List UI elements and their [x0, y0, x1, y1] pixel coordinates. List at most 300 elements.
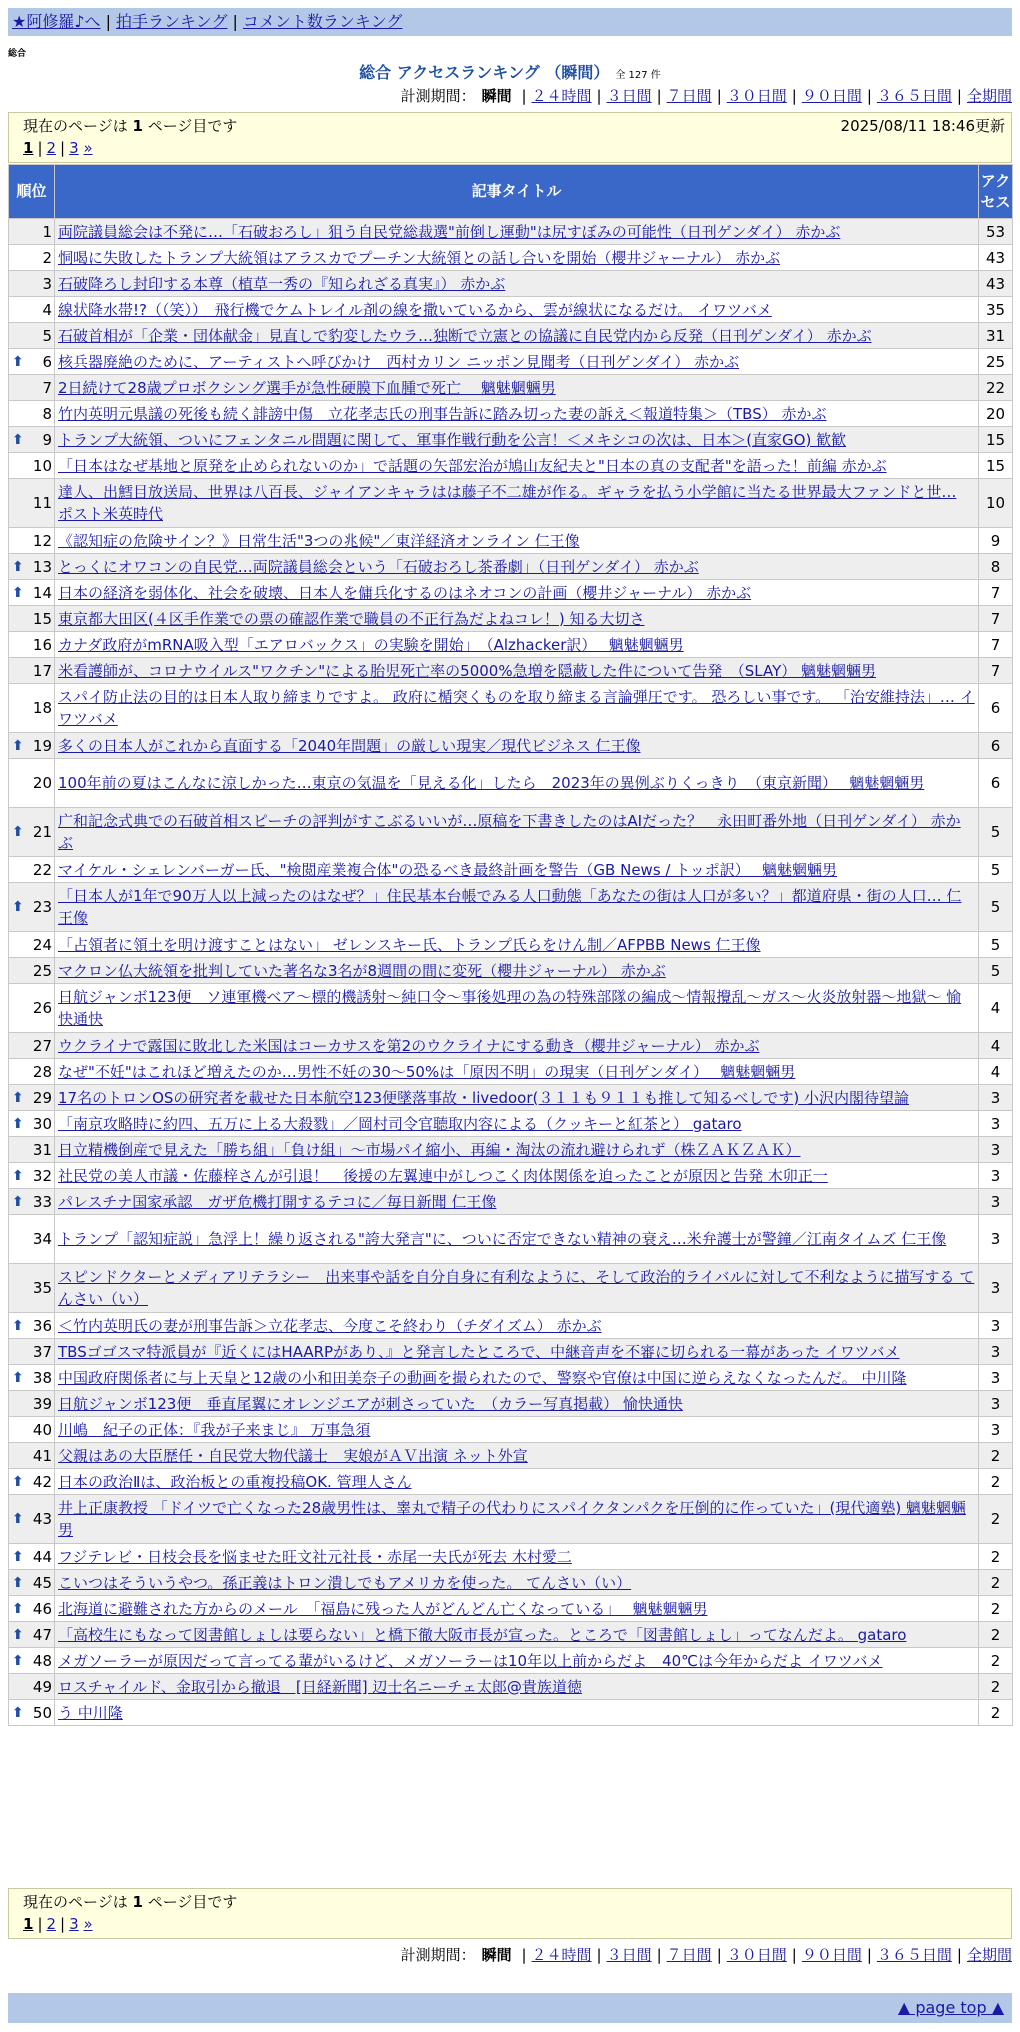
page-link[interactable]: 3: [69, 1915, 79, 1933]
comment-ranking-link[interactable]: コメント数ランキング: [242, 12, 403, 31]
article-title-link[interactable]: 「占領者に領土を明け渡すことはない」 ゼレンスキー氏、トランプ氏らをけん制／AFPBB News 仁王像: [58, 935, 761, 954]
current-page-number: 1: [132, 1893, 143, 1911]
article-title-link[interactable]: 日本の経済を弱体化、社会を破壊、日本人を傭兵化するのはネオコンの計画（櫻井ジャーナル） 赤かぶ: [58, 583, 752, 602]
period-option-link[interactable]: ３日間: [606, 87, 652, 105]
table-row: [9, 1700, 1013, 1726]
rank-number: 43: [32, 1510, 52, 1528]
title-cell: [55, 1264, 979, 1313]
title-cell: [55, 759, 979, 808]
period-option-link[interactable]: ３６５日間: [876, 87, 952, 105]
title-cell: [55, 632, 979, 658]
up-arrow-icon: ⬆: [12, 1511, 24, 1527]
period-selector-top: [401, 85, 1012, 107]
title-cell: [55, 554, 979, 580]
rank-cell: [9, 1648, 55, 1674]
access-count: 4: [979, 984, 1013, 1033]
title-cell: [55, 1111, 979, 1137]
access-count: 2: [979, 1700, 1013, 1726]
rank-number: 2: [42, 248, 52, 267]
access-count: 7: [979, 632, 1013, 658]
table-row: [9, 759, 1013, 808]
article-title-link[interactable]: ＜竹内英明氏の妻が刑事告訴＞立花孝志、今度こそ終わり（チダイズム） 赤かぶ: [58, 1316, 602, 1335]
home-link[interactable]: ★阿修羅♪へ: [12, 12, 101, 31]
title-cell: [55, 1622, 979, 1648]
period-separator: |: [656, 1946, 662, 1964]
article-title-link[interactable]: 川嶋 紀子の正体：『我が子来まじ』 万事急須: [58, 1420, 371, 1439]
rank-number: 36: [32, 1316, 52, 1335]
article-title-link[interactable]: 中国政府関係者に与上天皇と12歳の小和田美奈子の動画を撮られたので、警察や官僚は中国に逆らえなくなったんだ。 中川隆: [58, 1368, 907, 1387]
access-count: 22: [979, 375, 1013, 401]
category-label: 総合: [8, 49, 27, 59]
table-row: [9, 245, 1013, 271]
pager-bottom: [8, 1888, 1012, 1939]
table-row: [9, 808, 1013, 857]
rank-number: 23: [32, 898, 52, 916]
table-row: [9, 1622, 1013, 1648]
rank-number: 13: [32, 557, 52, 576]
table-row: [9, 1495, 1013, 1544]
article-title-link[interactable]: 石破首相が「企業・団体献金」見直しで豹変したウラ…独断で立憲との協議に自民党内から反発（日刊ゲンダイ） 赤かぶ: [58, 326, 872, 345]
article-title-link[interactable]: ウクライナで露国に敗北した米国はコーカサスを第2のウクライナにする動き（櫻井ジャーナル） 赤かぶ: [58, 1036, 760, 1055]
rank-number: 26: [32, 999, 52, 1017]
title-block: [0, 60, 1020, 83]
access-count: 5: [979, 932, 1013, 958]
table-row: [9, 658, 1013, 684]
table-row: [9, 1544, 1013, 1570]
up-arrow-icon: ⬆: [12, 1600, 24, 1617]
rank-number: 32: [32, 1166, 52, 1185]
table-row: [9, 1085, 1013, 1111]
article-title-link[interactable]: 广和記念式典での石破首相スピーチの評判がすこぶるいいが…原稿を下書きしたのはAIだった？ 永田町番外地（日刊ゲンダイ） 赤かぶ: [58, 812, 961, 852]
rank-cell: [9, 684, 55, 733]
rank-cell: [9, 857, 55, 883]
rank-number: 20: [32, 774, 52, 792]
title-cell: [55, 528, 979, 554]
title-cell: [55, 1085, 979, 1111]
table-row: [9, 1391, 1013, 1417]
period-option-link[interactable]: ３０日間: [726, 87, 787, 105]
access-count: 6: [979, 684, 1013, 733]
current-page-number: 1: [132, 117, 143, 135]
rank-number: 46: [32, 1599, 52, 1618]
page-link[interactable]: 2: [46, 139, 57, 157]
rank-number: 22: [32, 860, 52, 879]
up-arrow-icon: ⬆: [12, 1089, 24, 1106]
rank-number: 49: [32, 1677, 52, 1696]
access-count: 2: [979, 1622, 1013, 1648]
title-cell: [55, 733, 979, 759]
current-page-prefix: 現在のページは: [23, 1893, 133, 1911]
article-title-link[interactable]: 日航ジャンボ123便 ソ連軍機ベア～標的機誘射～純口令～事後処理の為の特殊部隊の編成～情報攪乱～ガス～火炎放射器～地獄～ 愉快通快: [58, 988, 962, 1028]
table-row: [9, 1059, 1013, 1085]
next-page-link[interactable]: »: [83, 1915, 93, 1933]
period-option-link[interactable]: ９０日間: [801, 87, 862, 105]
title-cell: [55, 984, 979, 1033]
article-title-link[interactable]: 恫喝に失敗したトランプ大統領はアラスカでプーチン大統領との話し合いを開始（櫻井ジャーナル） 赤かぶ: [58, 248, 781, 267]
page-separator: |: [60, 139, 66, 157]
article-title-link[interactable]: 東京都大田区(４区手作業での票の確認作業で職員の不正行為だよねコレ！) 知る大切さ: [58, 609, 645, 628]
rank-number: 44: [32, 1547, 52, 1566]
period-separator: |: [716, 1946, 722, 1964]
current-page-suffix: ページ目です: [142, 1893, 238, 1911]
title-cell: [55, 684, 979, 733]
page-title: [359, 63, 661, 82]
table-row: [9, 479, 1013, 528]
title-cell: [55, 932, 979, 958]
rank-number: 33: [32, 1192, 52, 1211]
period-separator: |: [596, 1946, 602, 1964]
article-title-link[interactable]: 多くの日本人がこれから直面する「2040年問題」の厳しい現実／現代ビジネス 仁王像: [58, 736, 641, 755]
article-title-link[interactable]: トランプ大統領、ついにフェンタニル問題に関して、軍事作戦行動を公言！＜メキシコの次は、日本＞(直家GO) 歓歓: [58, 430, 847, 449]
access-count: 35: [979, 297, 1013, 323]
access-count: 3: [979, 1215, 1013, 1264]
period-option-link[interactable]: 全期間: [966, 87, 1012, 105]
up-arrow-icon: ⬆: [12, 1626, 24, 1643]
rank-number: 42: [32, 1472, 52, 1491]
period-separator: |: [521, 1946, 527, 1964]
period-separator: |: [866, 87, 872, 105]
top-nav-bar: [8, 8, 1012, 36]
rank-cell: [9, 1339, 55, 1365]
rank-cell: [9, 349, 55, 375]
access-count: 3: [979, 1163, 1013, 1189]
rank-cell: [9, 1674, 55, 1700]
rank-number: 37: [32, 1342, 52, 1361]
rank-cell: [9, 984, 55, 1033]
rank-number: 17: [32, 661, 52, 680]
access-count: 2: [979, 1674, 1013, 1700]
rank-cell: [9, 1544, 55, 1570]
access-count: 4: [979, 1059, 1013, 1085]
rank-number: 6: [42, 352, 52, 371]
rank-cell: [9, 401, 55, 427]
period-option-link[interactable]: ２４時間: [531, 1946, 592, 1964]
rank-number: 16: [32, 635, 52, 654]
title-cell: [55, 375, 979, 401]
title-cell: [55, 1365, 979, 1391]
up-arrow-icon: ⬆: [12, 1167, 24, 1184]
up-arrow-icon: ⬆: [12, 824, 24, 840]
period-option-link[interactable]: ７日間: [666, 1946, 712, 1964]
up-arrow-icon: ⬆: [12, 353, 24, 370]
title-cell: [55, 427, 979, 453]
access-count: 43: [979, 271, 1013, 297]
up-arrow-icon: ⬆: [12, 1115, 24, 1132]
table-row: [9, 606, 1013, 632]
access-count: 7: [979, 658, 1013, 684]
article-title-link[interactable]: 「日本はなぜ基地と原発を止められないのか」で話題の矢部宏治が鳩山友紀夫と"日本の真の支配者"を語った！前編 赤かぶ: [58, 456, 887, 475]
period-option-link[interactable]: ９０日間: [801, 1946, 862, 1964]
rank-cell: [9, 1391, 55, 1417]
access-count: 5: [979, 883, 1013, 932]
rank-number: 34: [32, 1230, 52, 1248]
article-title-link[interactable]: 100年前の夏はこんなに涼しかった…東京の気温を「見える化」したら 2023年の異例ぶりくっきり （東京新聞） 魑魅魍魎男: [58, 774, 925, 792]
period-separator: |: [596, 87, 602, 105]
article-title-link[interactable]: スパイ防止法の目的は日本人取り締まりですよ。 政府に楯突くものを取り締まる言論弾圧です。 恐ろしい事です。 「治安維持法」… イワツバメ: [58, 688, 975, 728]
period-options: [516, 1946, 1012, 1964]
table-row: [9, 401, 1013, 427]
access-count: 2: [979, 1648, 1013, 1674]
article-title-link[interactable]: 17名のトロンOSの研究者を載せた日本航空123便墜落事故・livedoor(３１１も９１１も推して知るべしです) 小沢内閣待望論: [58, 1088, 910, 1107]
title-cell: [55, 857, 979, 883]
article-title-link[interactable]: 社民党の美人市議・佐藤梓さんが引退！ 後援の左翼連中がしつこく肉体関係を迫ったことが原因と告発 木卯正一: [58, 1166, 828, 1185]
access-count: 10: [979, 479, 1013, 528]
article-title-link[interactable]: 石破降ろし封印する本尊（植草一秀の『知られざる真実』） 赤かぶ: [58, 274, 506, 293]
article-title-link[interactable]: メガソーラーが原因だって言ってる輩がいるけど、メガソーラーは10年以上前からだよ 40℃は今年からだよ イワツバメ: [58, 1651, 883, 1670]
period-option-link[interactable]: ３０日間: [726, 1946, 787, 1964]
access-count: 3: [979, 1264, 1013, 1313]
table-row: [9, 1469, 1013, 1495]
article-title-link[interactable]: こいつはそういうやつ。孫正義はトロン潰しでもアメリカを使った。 てんさい（い）: [58, 1573, 632, 1592]
page-separator: |: [37, 1915, 43, 1933]
page-title-text: 総合 アクセスランキング （瞬間）: [359, 63, 610, 82]
title-cell: [55, 1495, 979, 1544]
page-link[interactable]: 3: [69, 139, 79, 157]
next-page-link[interactable]: »: [83, 139, 93, 157]
page-separator: |: [37, 139, 43, 157]
up-arrow-icon: ⬆: [12, 1193, 24, 1210]
page-top-link[interactable]: ▲ page top ▲: [897, 1998, 1004, 2017]
rank-cell: [9, 1163, 55, 1189]
title-cell: [55, 1417, 979, 1443]
rank-cell: [9, 453, 55, 479]
rank-number: 50: [32, 1703, 52, 1722]
rank-number: 38: [32, 1368, 52, 1387]
rank-cell: [9, 479, 55, 528]
rank-cell: [9, 245, 55, 271]
rank-number: 24: [32, 935, 52, 954]
rank-cell: [9, 1570, 55, 1596]
table-row: [9, 1648, 1013, 1674]
table-row: [9, 1215, 1013, 1264]
access-count: 2: [979, 1570, 1013, 1596]
title-cell: [55, 1313, 979, 1339]
rank-number: 21: [32, 823, 52, 841]
article-title-link[interactable]: TBSゴゴスマ特派員が『近くにはHAARPがあり、』と発言したところで、中継音声を不審に切られる一幕があった イワツバメ: [58, 1342, 900, 1361]
clap-ranking-link[interactable]: 拍手ランキング: [115, 12, 228, 31]
period-option-link[interactable]: 全期間: [966, 1946, 1012, 1964]
article-title-link[interactable]: マイケル・シェレンバーガー氏、"検閲産業複合体"の恐るべき最終計画を警告（GB News / トッポ訳） 魑魅魍魎男: [58, 860, 838, 879]
title-cell: [55, 1339, 979, 1365]
rank-number: 29: [32, 1088, 52, 1107]
access-count: 2: [979, 1596, 1013, 1622]
table-row: [9, 1365, 1013, 1391]
access-count: 3: [979, 1137, 1013, 1163]
table-row: [9, 883, 1013, 932]
rank-cell: [9, 554, 55, 580]
table-row: [9, 427, 1013, 453]
period-separator: |: [866, 1946, 872, 1964]
article-title-link[interactable]: 日本の政治Ⅱは、政治板との重複投稿OK. 管理人さん: [58, 1472, 412, 1491]
title-cell: [55, 883, 979, 932]
rank-cell: [9, 1215, 55, 1264]
total-count: 全 127 件: [615, 70, 661, 81]
period-label: 計測期間：: [400, 87, 476, 105]
table-row: [9, 1674, 1013, 1700]
table-row: [9, 1596, 1013, 1622]
title-cell: [55, 808, 979, 857]
nav-separator: |: [105, 12, 111, 31]
rank-cell: [9, 219, 55, 245]
rank-cell: [9, 932, 55, 958]
title-cell: [55, 349, 979, 375]
table-row: [9, 958, 1013, 984]
access-count: 6: [979, 733, 1013, 759]
article-title-link[interactable]: 核兵器廃絶のために、アーティストへ呼びかけ 西村カリン ニッポン見聞考（日刊ゲンダイ） 赤かぶ: [58, 352, 740, 371]
table-row: [9, 857, 1013, 883]
title-cell: [55, 219, 979, 245]
rank-number: 41: [32, 1446, 52, 1465]
table-row: [9, 632, 1013, 658]
table-row: [9, 271, 1013, 297]
article-title-link[interactable]: マクロン仏大統領を批判していた著名な3名が8週間の間に変死（櫻井ジャーナル） 赤かぶ: [58, 961, 666, 980]
up-arrow-icon: ⬆: [12, 584, 24, 601]
table-row: [9, 323, 1013, 349]
up-arrow-icon: ⬆: [12, 1704, 24, 1721]
period-separator: |: [521, 87, 527, 105]
access-count: 7: [979, 606, 1013, 632]
table-row: [9, 219, 1013, 245]
rank-cell: [9, 1469, 55, 1495]
period-options: [516, 87, 1012, 105]
article-title-link[interactable]: トランプ「認知症説」急浮上！繰り返される"誇大発言"に、ついに否定できない精神の衰え…米弁護士が警鐘／江南タイムズ 仁王像: [58, 1230, 947, 1248]
title-cell: [55, 1648, 979, 1674]
title-cell: [55, 1189, 979, 1215]
title-cell: [55, 1596, 979, 1622]
article-title-link[interactable]: 「南京攻略時に約四、五万に上る大殺戮」／岡村司令官聴取内容による（クッキーと紅茶と） gataro: [58, 1114, 742, 1133]
period-option-link[interactable]: ２４時間: [531, 87, 592, 105]
up-arrow-icon: ⬆: [12, 1548, 24, 1565]
table-row: [9, 1443, 1013, 1469]
rank-number: 15: [32, 609, 52, 628]
period-option-link[interactable]: ３６５日間: [876, 1946, 952, 1964]
rank-cell: [9, 1313, 55, 1339]
rank-cell: [9, 1085, 55, 1111]
rank-number: 4: [42, 300, 52, 319]
access-count: 2: [979, 1443, 1013, 1469]
rank-cell: [9, 1033, 55, 1059]
rank-number: 7: [42, 378, 52, 397]
article-title-link[interactable]: う 中川隆: [58, 1703, 123, 1722]
article-title-link[interactable]: 北海道に避難された方からのメール 「福島に残った人がどんどん亡くなっている」 魑魅魍魎男: [58, 1599, 708, 1618]
article-title-link[interactable]: 両院議員総会は不発に…「石破おろし」狙う自民党総裁選"前倒し運動"は尻すぼみの可能性（日刊ゲンダイ） 赤かぶ: [58, 222, 841, 241]
access-count: 3: [979, 1417, 1013, 1443]
period-selector-bottom: [401, 1944, 1012, 1966]
article-title-link[interactable]: ロスチャイルド、金取引から撤退 [日経新聞] 辺士名ニーチェ太郎@貴族道徳: [58, 1677, 582, 1696]
page-current: 1: [23, 139, 34, 157]
period-separator: |: [956, 87, 962, 105]
up-arrow-icon: ⬆: [12, 1652, 24, 1669]
rank-cell: [9, 1417, 55, 1443]
rank-number: 48: [32, 1651, 52, 1670]
access-count: 6: [979, 759, 1013, 808]
up-arrow-icon: ⬆: [12, 1574, 24, 1591]
rank-number: 18: [32, 699, 52, 717]
table-row: [9, 1313, 1013, 1339]
ranking-table: [8, 164, 1013, 1726]
access-count: 31: [979, 323, 1013, 349]
article-title-link[interactable]: 線状降水帯!?（（笑）） 飛行機でケムトレイル剤の線を撒いているから、雲が線状になるだけ。 イワツバメ: [58, 300, 772, 319]
article-title-link[interactable]: フジテレビ・日枝会長を悩ませた旺文社元社長・赤尾一夫氏が死去 木村愛二: [58, 1547, 572, 1566]
access-count: 15: [979, 453, 1013, 479]
period-separator: |: [791, 1946, 797, 1964]
table-row: [9, 375, 1013, 401]
article-title-link[interactable]: とっくにオワコンの自民党…両院議員総会という「石破おろし茶番劇」（日刊ゲンダイ） 赤かぶ: [58, 557, 699, 576]
table-row: [9, 580, 1013, 606]
title-cell: [55, 1570, 979, 1596]
title-cell: [55, 1137, 979, 1163]
access-count: 5: [979, 857, 1013, 883]
title-cell: [55, 453, 979, 479]
article-title-link[interactable]: 《認知症の危険サイン？》日常生活"3つの兆候"／東洋経済オンライン 仁王像: [58, 531, 580, 550]
bottom-bar: [8, 1993, 1012, 2023]
access-count: 2: [979, 1495, 1013, 1544]
title-cell: [55, 580, 979, 606]
updated-timestamp: 2025/08/11 18:46更新: [840, 117, 1005, 135]
table-row: [9, 453, 1013, 479]
access-count: 4: [979, 1033, 1013, 1059]
article-title-link[interactable]: なぜ"不妊"はこれほど増えたのか…男性不妊の30～50%は「原因不明」の現実（日刊ゲンダイ） 魑魅魍魎男: [58, 1062, 796, 1081]
article-title-link[interactable]: カナダ政府がmRNA吸入型「エアロバックス」の実験を開始」 （Alzhacker訳） 魑魅魍魎男: [58, 635, 684, 654]
period-option-link[interactable]: ３日間: [606, 1946, 652, 1964]
article-title-link[interactable]: 「高校生にもなって図書館しょしは要らない」と橋下徹大阪市長が宣った。ところで「図書館しょし」ってなんだよ。 gataro: [58, 1625, 907, 1644]
access-count: 9: [979, 528, 1013, 554]
article-title-link[interactable]: 日立精機倒産で見えた「勝ち組」「負け組」～市場パイ縮小、再編・淘汰の流れ避けられず（株ＺＡＫＺＡＫ）: [58, 1140, 801, 1159]
table-row: [9, 349, 1013, 375]
table-row: [9, 733, 1013, 759]
up-arrow-icon: ⬆: [12, 737, 24, 754]
access-count: 3: [979, 1339, 1013, 1365]
title-cell: [55, 297, 979, 323]
article-title-link[interactable]: 米看護師が、コロナウイルス"ワクチン"による胎児死亡率の5000%急増を隠蔽した件について告発 （SLAY） 魑魅魍魎男: [58, 661, 877, 680]
period-current: 瞬間: [481, 87, 512, 105]
title-cell: [55, 1059, 979, 1085]
article-title-link[interactable]: パレスチナ国家承認 ガザ危機打開するテコに／毎日新聞 仁王像: [58, 1192, 497, 1211]
title-cell: [55, 1469, 979, 1495]
access-count: 3: [979, 1365, 1013, 1391]
table-row: [9, 684, 1013, 733]
table-row: [9, 1264, 1013, 1313]
access-count: 7: [979, 580, 1013, 606]
period-option-link[interactable]: ７日間: [666, 87, 712, 105]
rank-cell: [9, 958, 55, 984]
up-arrow-icon: ⬆: [12, 558, 24, 575]
article-title-link[interactable]: 日航ジャンボ123便 垂直尾翼にオレンジエアが刺さっていた （カラー写真掲載） 愉快通快: [58, 1394, 683, 1413]
title-cell: [55, 1163, 979, 1189]
article-title-link[interactable]: 達人、出鱈目放送局、世界は八百長、ジャイアンキャラはは藤子不二雄が作る。ギャラを払う小学館に当たる世界最大ファンドと世… ポスト米英時代: [58, 483, 957, 523]
page-link[interactable]: 2: [46, 1915, 57, 1933]
article-title-link[interactable]: 井上正康教授 「ドイツで亡くなった28歳男性は、睾丸で精子の代わりにスパイクタンパクを圧倒的に作っていた」(現代適塾) 魑魅魍魎男: [58, 1499, 966, 1539]
article-title-link[interactable]: 2日続けて28歳プロボクシング選手が急性硬膜下血腫で死亡 魑魅魍魎男: [58, 378, 556, 397]
table-row: [9, 297, 1013, 323]
rank-cell: [9, 733, 55, 759]
period-separator: |: [656, 87, 662, 105]
current-page-prefix: 現在のページは: [23, 117, 133, 135]
article-title-link[interactable]: 「日本人が1年で90万人以上減ったのはなぜ？」住民基本台帳でみる人口動態「あなたの街は人口が多い？」都道府県・街の人口… 仁王像: [58, 887, 962, 927]
table-row: [9, 932, 1013, 958]
article-title-link[interactable]: 竹内英明元県議の死後も続く誹謗中傷 立花孝志氏の刑事告訴に踏み切った妻の訴え＜報道特集＞（TBS） 赤かぶ: [58, 404, 827, 423]
title-cell: [55, 958, 979, 984]
nav-separator: |: [232, 12, 238, 31]
page-links: [23, 1913, 997, 1935]
access-count: 25: [979, 349, 1013, 375]
article-title-link[interactable]: スピンドクターとメディアリテラシー 出来事や話を自分自身に有利なように、そして政治的ライバルに対して不利なように描写する てんさい（い）: [58, 1268, 975, 1308]
title-cell: [55, 245, 979, 271]
rank-cell: [9, 297, 55, 323]
article-title-link[interactable]: 父親はあの大臣歴任・自民党大物代議士 実娘がＡＶ出演 ネット外宣: [58, 1446, 528, 1465]
rank-cell: [9, 1365, 55, 1391]
table-header-row: [9, 165, 1013, 219]
